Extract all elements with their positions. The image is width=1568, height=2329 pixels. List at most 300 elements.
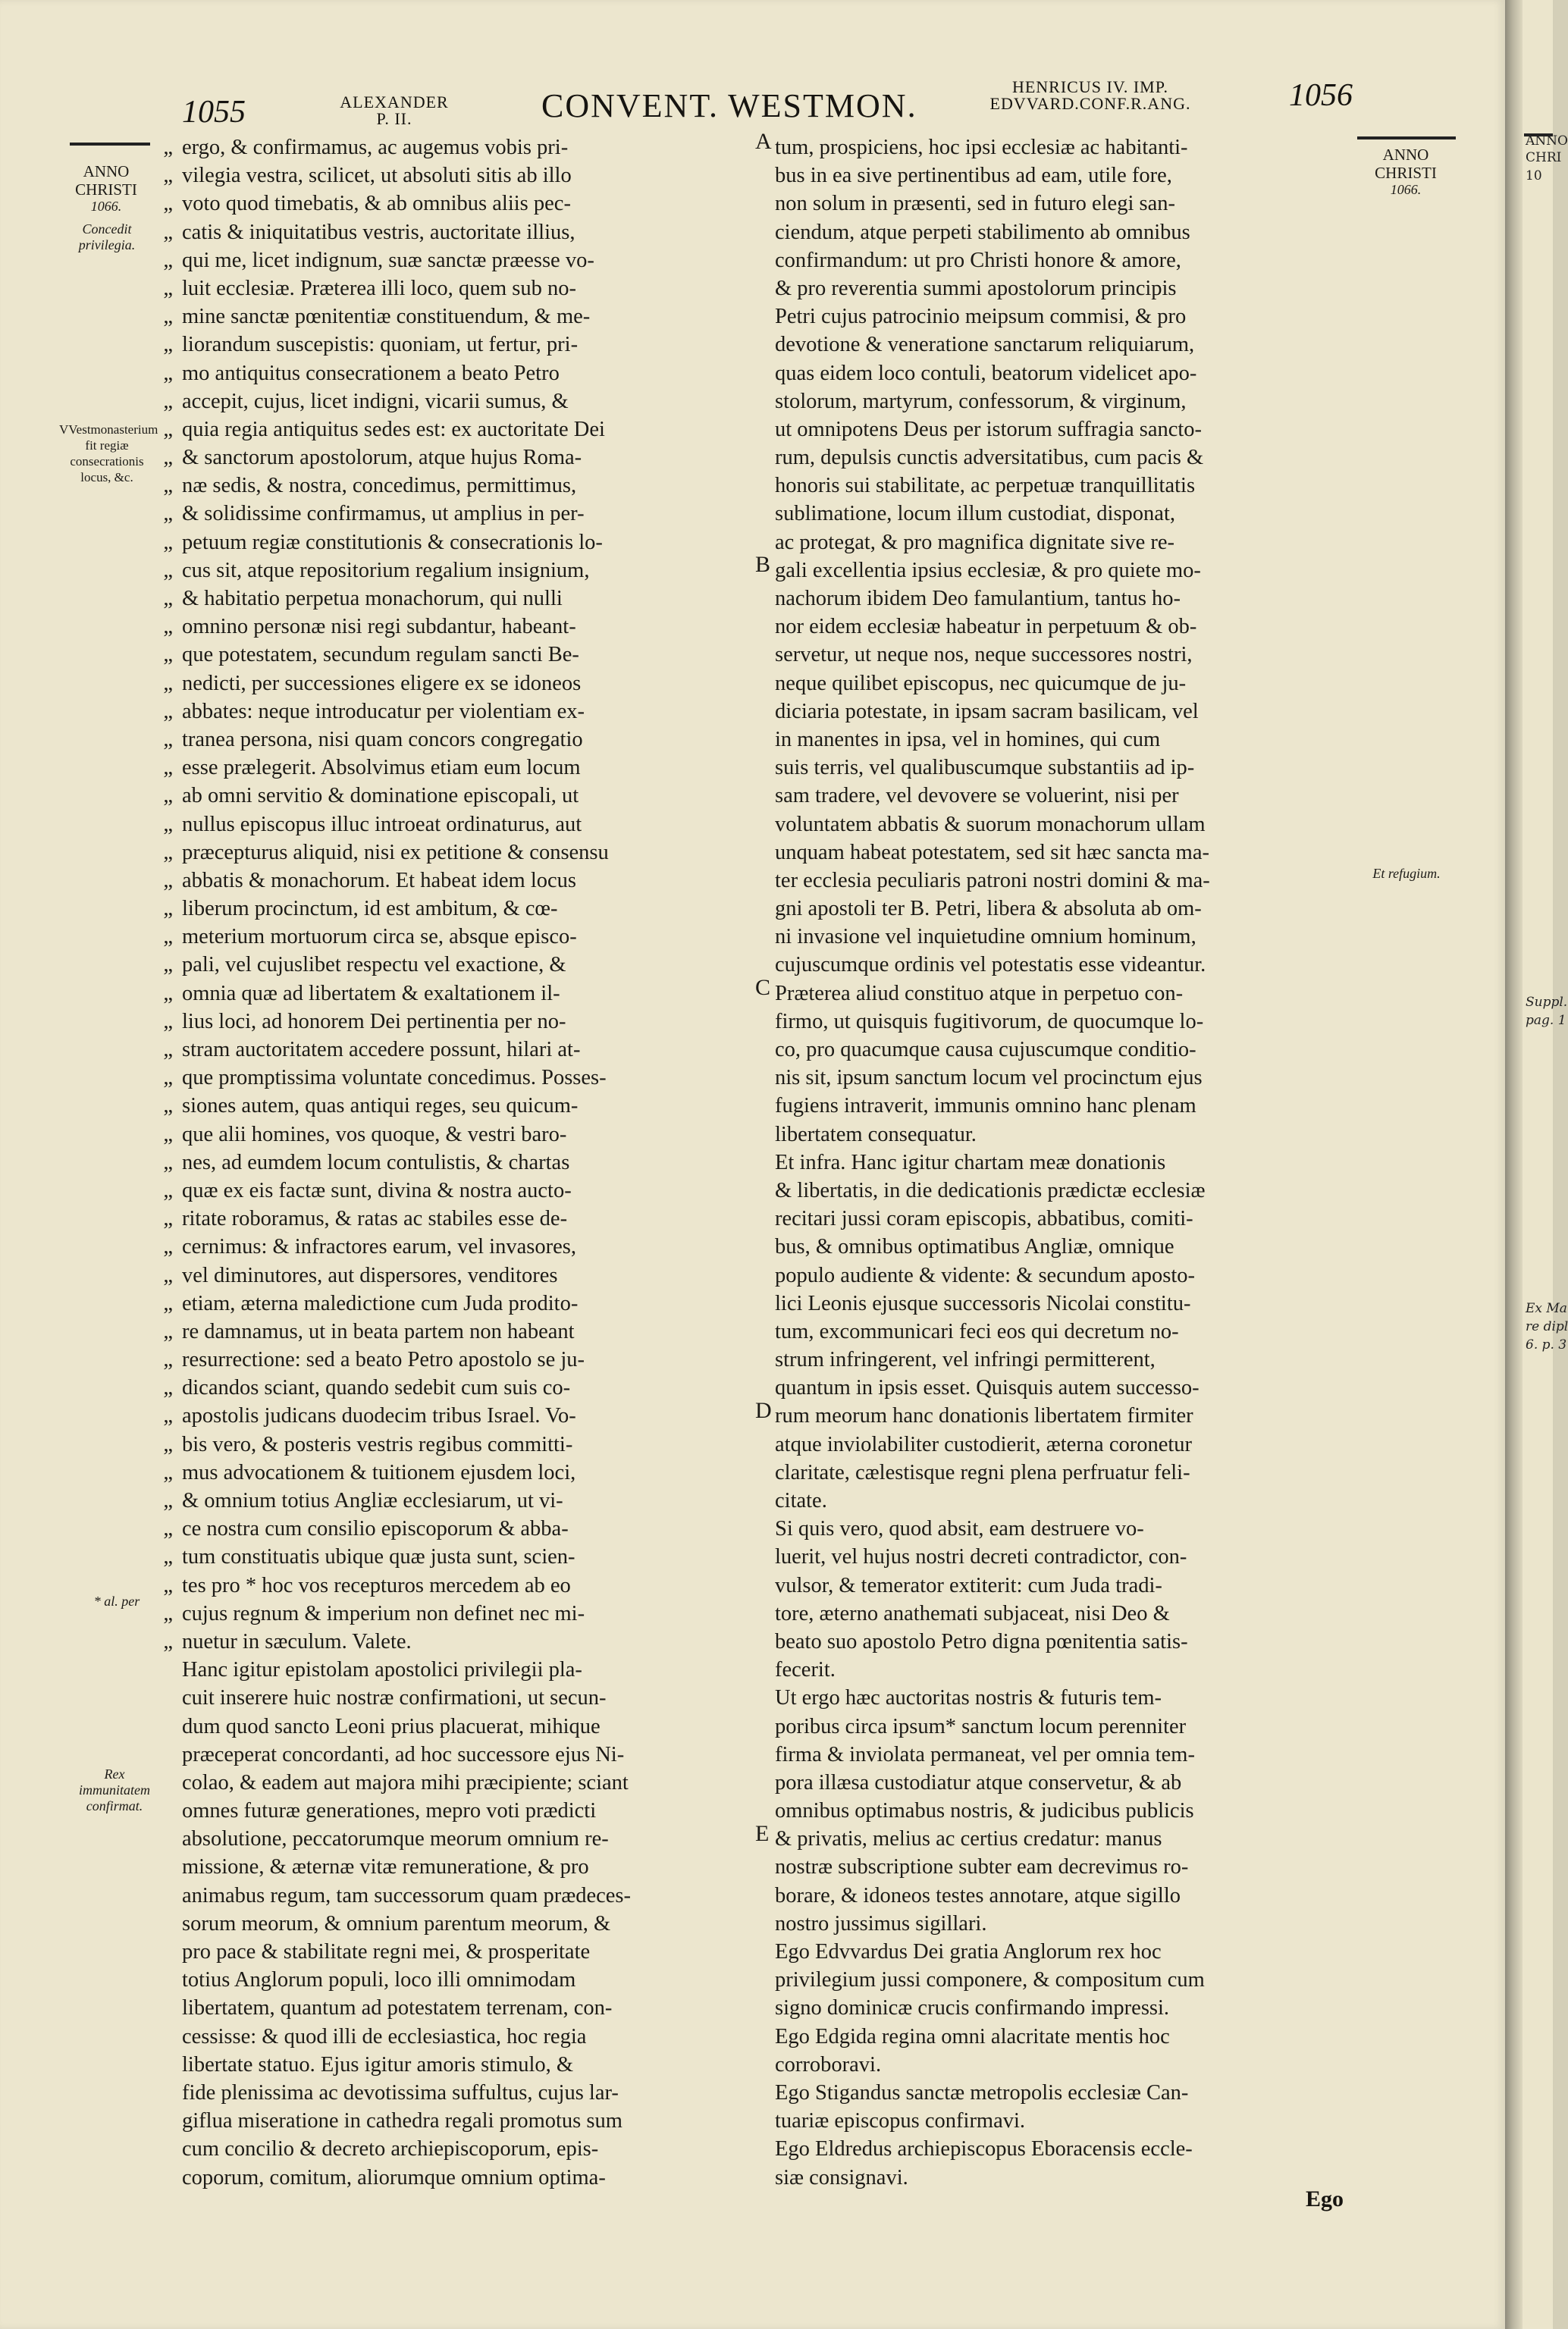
quote-mark: „ bbox=[163, 1319, 173, 1343]
left-column-line-text: liorandum suscepistis: quoniam, ut fertur, pri- bbox=[182, 333, 579, 357]
left-column-line-text: libertatem, quantum ad potestatem terrenam, con- bbox=[182, 1996, 613, 2020]
left-column-line bbox=[163, 613, 758, 641]
left-column-line bbox=[163, 415, 758, 444]
left-column-line-text: absolutione, peccatorumque meorum omnium re- bbox=[182, 1827, 609, 1851]
quote-mark: „ bbox=[163, 1348, 173, 1372]
left-column-line-text: mus advocationem & tuitionem ejusdem loci, bbox=[182, 1460, 576, 1484]
left-column-line-text: qui me, licet indignum, suæ sanctæ præesse vo- bbox=[182, 248, 594, 272]
left-column-line bbox=[163, 387, 758, 415]
left-column-line-text: dicandos sciant, quando sedebit cum suis co- bbox=[182, 1376, 571, 1400]
right-column-line bbox=[775, 1233, 1397, 1261]
right-column-line bbox=[775, 1177, 1397, 1205]
section-letter-d: D bbox=[755, 1398, 772, 1423]
quote-mark: „ bbox=[163, 671, 173, 695]
right-column-line-text: pora illæsa custodiatur atque conservetur, & ab bbox=[775, 1770, 1182, 1795]
right-column-line bbox=[775, 1515, 1397, 1543]
right-column-line bbox=[775, 782, 1397, 810]
header-label-right bbox=[961, 79, 1219, 112]
margin-note-rex-immunitatem: Rex immunitatem confirmat. bbox=[79, 1766, 150, 1813]
left-column-line-text: petuum regiæ constitutionis & consecrationis lo- bbox=[182, 530, 603, 554]
header-label-right-1: HENRICUS IV. IMP. bbox=[1011, 77, 1169, 96]
quote-mark: „ bbox=[163, 1601, 173, 1625]
right-column-line bbox=[775, 1431, 1397, 1459]
right-column-line bbox=[775, 1713, 1397, 1741]
right-column-line-text: nor eidem ecclesiæ habeatur in perpetuum & ob- bbox=[775, 615, 1197, 639]
right-column-line-text: strum infringerent, vel infringi permitterent, bbox=[775, 1348, 1156, 1372]
left-column-line bbox=[182, 1938, 758, 1966]
quote-mark: „ bbox=[163, 699, 173, 723]
page-number-left: 1055 bbox=[182, 95, 246, 130]
left-column-line bbox=[163, 274, 758, 302]
right-column-line bbox=[775, 2164, 1397, 2192]
header-label-left bbox=[318, 94, 470, 127]
right-column-line-text: Et infra. Hanc igitur chartam meæ donationis bbox=[775, 1150, 1166, 1174]
right-column-line bbox=[775, 2023, 1397, 2051]
left-column-line bbox=[163, 1262, 758, 1290]
right-column-line-text: quas eidem loco contuli, beatorum videlicet apo- bbox=[775, 361, 1197, 385]
right-column-line-text: sam tradere, vel devovere se voluerint, nisi per bbox=[775, 784, 1179, 808]
right-column-line bbox=[775, 444, 1397, 472]
right-column-line-text: tuariæ episcopus confirmavi. bbox=[775, 2109, 1026, 2133]
right-column-line bbox=[775, 1205, 1397, 1233]
right-column-line-text: confirmandum: ut pro Christi honore & amore, bbox=[775, 248, 1181, 272]
right-column-line bbox=[775, 1092, 1397, 1120]
left-column-line bbox=[163, 161, 758, 190]
quote-mark: „ bbox=[163, 1150, 173, 1174]
margin-note-concedit: Concedit privilegia. bbox=[78, 221, 136, 252]
right-column-line bbox=[775, 1910, 1397, 1938]
left-column-line-text: omnes futuræ generationes, mepro voti prædicti bbox=[182, 1799, 597, 1823]
right-column-line-text: citate. bbox=[775, 1489, 827, 1512]
right-column-line-text: & pro reverentia summi apostolorum principis bbox=[775, 276, 1177, 300]
quote-mark: „ bbox=[163, 1038, 173, 1061]
right-column-line bbox=[775, 585, 1397, 613]
right-column-line-text: gali excellentia ipsius ecclesiæ, & pro quiete mo- bbox=[775, 558, 1201, 582]
left-column-line-text: & habitatio perpetua monachorum, qui nulli bbox=[182, 587, 563, 610]
right-column-line-text: honoris sui stabilitate, ac perpetuæ tranquillitatis bbox=[775, 474, 1196, 498]
anno-christi-left bbox=[61, 162, 152, 215]
right-column-line-text: suis terris, vel qualibuscumque substantiis ad ip- bbox=[775, 756, 1195, 780]
left-column-line-text: vilegia vestra, scilicet, ut absoluti sitis ab illo bbox=[182, 164, 572, 188]
left-column-line bbox=[163, 697, 758, 726]
right-column-line bbox=[775, 613, 1397, 641]
left-column-line bbox=[163, 1233, 758, 1261]
quote-mark: „ bbox=[163, 305, 173, 329]
right-column-line-text: voluntatem abbatis & suorum monachorum ullam bbox=[775, 812, 1206, 836]
left-column-line bbox=[163, 331, 758, 359]
right-column-line-text: bus, & omnibus optimatibus Angliæ, omnique bbox=[775, 1235, 1174, 1259]
right-column-line-text: ni invasione vel inquietudine omnium hominum, bbox=[775, 925, 1196, 949]
quote-mark: „ bbox=[163, 558, 173, 582]
quote-mark: „ bbox=[163, 474, 173, 498]
right-column-line bbox=[775, 133, 1397, 161]
right-column-line bbox=[775, 415, 1397, 444]
right-column-line bbox=[775, 1938, 1397, 1966]
right-column-line bbox=[775, 895, 1397, 923]
quote-mark: „ bbox=[163, 925, 173, 949]
right-column-line-text: neque quilibet episcopus, nec quicumque de ju- bbox=[775, 671, 1187, 695]
left-column-line-text: næ sedis, & nostra, concedimus, permittimus, bbox=[182, 474, 577, 498]
left-column-line bbox=[163, 133, 758, 161]
right-column-line-text: lici Leonis ejusque successoris Nicolai constitu- bbox=[775, 1291, 1191, 1315]
right-column-line bbox=[775, 359, 1397, 387]
left-column-line bbox=[163, 500, 758, 528]
right-column-line bbox=[775, 387, 1397, 415]
left-column-line bbox=[163, 1346, 758, 1374]
left-column-line-text: colao, & eadem aut majora mihi præcipiente; sciant bbox=[182, 1770, 629, 1795]
left-column-line-text: voto quod timebatis, & ab omnibus aliis pec- bbox=[182, 192, 571, 216]
edge-text-4: Suppl. bbox=[1526, 995, 1568, 1010]
right-column-line-text: sublimatione, locum illum custodiat, disponat, bbox=[775, 502, 1175, 526]
edge-text-8: 6. p. 3 bbox=[1526, 1337, 1567, 1353]
left-column-line-text: ab omni servitio & dominatione episcopali, ut bbox=[182, 784, 579, 808]
left-column-line-text: cus sit, atque repositorium regalium insignium, bbox=[182, 558, 590, 582]
left-column-line-text: que potestatem, secundum regulam sancti Be- bbox=[182, 643, 579, 667]
left-column-line-text: abbates: neque introducatur per violentiam ex- bbox=[182, 699, 585, 723]
left-column-line-text: vel diminutores, aut dispersores, venditores bbox=[182, 1263, 558, 1287]
left-column-line-text: esse prælegerit. Absolvimus etiam eum locum bbox=[182, 756, 581, 780]
left-column-line bbox=[163, 923, 758, 951]
quote-mark: „ bbox=[163, 1094, 173, 1118]
right-column-line-text: ac protegat, & pro magnifica dignitate sive re- bbox=[775, 530, 1175, 554]
left-column-line bbox=[182, 1966, 758, 1994]
right-column-line bbox=[775, 274, 1397, 302]
left-column-line bbox=[182, 1684, 758, 1712]
edge-text-7: re dipl bbox=[1526, 1319, 1568, 1334]
left-column-line-text: luit ecclesiæ. Præterea illi loco, quem sub no- bbox=[182, 276, 577, 300]
left-column-line-text: etiam, æterna maledictione cum Juda prodito- bbox=[182, 1291, 579, 1315]
right-column-line-text: Si quis vero, quod absit, eam destruere vo- bbox=[775, 1517, 1144, 1541]
right-column-line-text: Ego Edvvardus Dei gratia Anglorum rex hoc bbox=[775, 1940, 1162, 1964]
left-column-line-text: præceperat concordanti, ad hoc successore ejus Ni- bbox=[182, 1742, 625, 1766]
right-column-line bbox=[775, 500, 1397, 528]
left-column-line bbox=[163, 895, 758, 923]
quote-mark: „ bbox=[163, 1404, 173, 1428]
left-column-line-text: resurrectione: sed a beato Petro apostolo se ju- bbox=[182, 1348, 585, 1372]
left-column-line bbox=[182, 1656, 758, 1684]
right-column-line bbox=[775, 472, 1397, 500]
left-column-line bbox=[182, 1741, 758, 1769]
left-column-line bbox=[163, 1149, 758, 1177]
right-column-line bbox=[775, 1290, 1397, 1318]
right-column-line bbox=[775, 1036, 1397, 1064]
right-column-line-text: vulsor, & temerator extiterit: cum Juda tradi- bbox=[775, 1573, 1162, 1597]
quote-mark: „ bbox=[163, 1545, 173, 1569]
left-column-line-text: mo antiquitus consecrationem a beato Petro bbox=[182, 361, 560, 385]
left-column-line bbox=[182, 2023, 758, 2051]
right-column-line bbox=[775, 1769, 1397, 1797]
right-column-line-text: ut omnipotens Deus per istorum suffragia sancto- bbox=[775, 417, 1203, 441]
right-column-line bbox=[775, 556, 1397, 585]
left-column-line bbox=[182, 1825, 758, 1853]
quote-mark: „ bbox=[163, 361, 173, 385]
right-column-line bbox=[775, 1008, 1397, 1036]
left-column-line bbox=[163, 1543, 758, 1571]
left-column-line bbox=[163, 1515, 758, 1543]
right-column-line-text: devotione & veneratione sanctarum reliquiarum, bbox=[775, 333, 1195, 357]
right-column-line-text: cujuscumque ordinis vel potestatis esse videantur. bbox=[775, 953, 1206, 977]
right-column-line bbox=[775, 1121, 1397, 1149]
edge-text-2: CHRI bbox=[1526, 150, 1562, 165]
text-column-right bbox=[775, 133, 1397, 2192]
page-title: CONVENT. WESTMON. bbox=[541, 87, 917, 124]
left-column-line-text: & solidissime confirmamus, ut amplius in per- bbox=[182, 502, 585, 526]
margin-note-westmonasterium: VVestmonasterium fit regiæ consecrationis locus, &c. bbox=[59, 422, 158, 484]
margin-note-al-per: * al. per bbox=[93, 1594, 140, 1609]
left-column-line-text: ritate roboramus, & ratas ac stabiles esse de- bbox=[182, 1207, 568, 1231]
right-column-line-text: Ego Eldredus archiepiscopus Eboracensis eccle- bbox=[775, 2137, 1193, 2161]
left-column-line-text: stram auctoritatem accedere possunt, hilari at- bbox=[182, 1038, 581, 1061]
right-column-line bbox=[775, 1487, 1397, 1515]
left-column-line-text: bis vero, & posteris vestris regibus committi- bbox=[182, 1432, 573, 1456]
left-column-line bbox=[163, 669, 758, 697]
quote-mark: „ bbox=[163, 840, 173, 864]
right-column-line-text: nis sit, ipsum sanctum locum vel procinctum ejus bbox=[775, 1066, 1203, 1090]
right-column-line-text: luerit, vel hujus nostri decreti contradictor, con- bbox=[775, 1545, 1187, 1569]
left-column-line bbox=[182, 2079, 758, 2107]
right-column-line-text: firma & inviolata permaneat, vel per omnia tem- bbox=[775, 1742, 1195, 1766]
right-column-line-text: nachorum ibidem Deo famulantium, tantus ho- bbox=[775, 587, 1181, 610]
right-column-line-text: rum, depulsis cunctis adversitatibus, cum pacis & bbox=[775, 446, 1204, 470]
right-column-line-text: siæ consignavi. bbox=[775, 2165, 908, 2190]
left-column-line-text: Hanc igitur epistolam apostolici privilegii pla- bbox=[182, 1658, 582, 1682]
anno-right-2: CHRISTI bbox=[1375, 164, 1437, 182]
left-column-line-text: cessisse: & quod illi de ecclesiastica, hoc regia bbox=[182, 2024, 587, 2048]
anno-left-2: CHRISTI bbox=[75, 180, 137, 199]
left-column-line-text: & sanctorum apostolorum, atque hujus Roma- bbox=[182, 446, 582, 470]
left-column-line-text: omnino personæ nisi regi subdantur, habeant- bbox=[182, 615, 576, 639]
anno-left-3: 1066. bbox=[90, 199, 122, 214]
left-column-line bbox=[163, 951, 758, 979]
right-column-line bbox=[775, 1656, 1397, 1684]
right-column-line bbox=[775, 839, 1397, 867]
right-column-line bbox=[775, 1346, 1397, 1374]
right-column-line-text: Ego Edgida regina omni alacritate mentis hoc bbox=[775, 2024, 1170, 2048]
right-column-line bbox=[775, 161, 1397, 190]
quote-mark: „ bbox=[163, 1009, 173, 1033]
left-column-line bbox=[163, 867, 758, 895]
quote-mark: „ bbox=[163, 756, 173, 780]
margin-rule-left bbox=[70, 143, 150, 146]
left-column-line bbox=[163, 980, 758, 1008]
left-column-line-text: tum constituatis ubique quæ justa sunt, scien- bbox=[182, 1545, 575, 1569]
left-column-line-text: cum concilio & decreto archiepiscoporum, epis- bbox=[182, 2137, 599, 2161]
quote-mark: „ bbox=[163, 1489, 173, 1512]
quote-mark: „ bbox=[163, 1291, 173, 1315]
right-column-line-text: Ut ergo hæc auctoritas nostris & futuris tem- bbox=[775, 1686, 1162, 1710]
anno-left-1: ANNO bbox=[83, 162, 130, 180]
left-column-line-text: libertate statuo. Ejus igitur amoris stimulo, & bbox=[182, 2052, 574, 2077]
right-column-line-text: unquam habeat potestatem, sed sit hæc sancta ma- bbox=[775, 840, 1209, 864]
right-column-line-text: ciendum, atque perpeti stabilimento ab omnibus bbox=[775, 220, 1190, 244]
left-column-line bbox=[163, 1431, 758, 1459]
quote-mark: „ bbox=[163, 136, 173, 159]
left-column-line bbox=[163, 1121, 758, 1149]
left-column-line bbox=[182, 1713, 758, 1741]
left-column-line-text: tes pro * hoc vos recepturos mercedem ab eo bbox=[182, 1573, 571, 1597]
right-column-line bbox=[775, 1374, 1397, 1402]
section-letter-e: E bbox=[755, 1821, 770, 1846]
right-column-line bbox=[775, 2135, 1397, 2163]
left-column-line bbox=[182, 1994, 758, 2022]
right-column-line-text: bus in ea sive pertinentibus ad eam, utile fore, bbox=[775, 164, 1172, 188]
right-column-line-text: populo audiente & vidente: & secundum aposto- bbox=[775, 1263, 1196, 1287]
right-column-line-text: Ego Stigandus sanctæ metropolis ecclesiæ Can- bbox=[775, 2080, 1189, 2105]
right-column-line-text: & privatis, melius ac certius credatur: manus bbox=[775, 1827, 1162, 1851]
quote-mark: „ bbox=[163, 1629, 173, 1653]
left-column-line-text: pali, vel cujuslibet respectu vel exactione, & bbox=[182, 953, 566, 977]
left-column-line-text: lius loci, ad honorem Dei pertinentia per no- bbox=[182, 1009, 566, 1033]
right-column-line bbox=[775, 980, 1397, 1008]
left-column-line bbox=[182, 2164, 758, 2192]
text-column-left bbox=[163, 133, 758, 2192]
left-column-line-text: quæ ex eis factæ sunt, divina & nostra aucto- bbox=[182, 1178, 572, 1202]
left-column-line bbox=[163, 190, 758, 218]
edge-text-1: ANNO bbox=[1526, 133, 1568, 149]
right-column-line bbox=[775, 669, 1397, 697]
quote-mark: „ bbox=[163, 389, 173, 413]
right-column-line-text: corroboravi. bbox=[775, 2052, 882, 2077]
left-column-line-text: que alii homines, vos quoque, & vestri baro- bbox=[182, 1122, 567, 1146]
right-column-line bbox=[775, 218, 1397, 246]
left-column-line-text: dum quod sancto Leoni prius placuerat, mihique bbox=[182, 1714, 601, 1738]
left-column-line-text: meterium mortuorum circa se, absque episco- bbox=[182, 925, 577, 949]
left-column-line-text: quia regia antiquitus sedes est: ex auctoritate Dei bbox=[182, 417, 605, 441]
left-column-line-text: sorum meorum, & omnium parentum meorum, & bbox=[182, 1911, 611, 1936]
right-column-line bbox=[775, 641, 1397, 669]
quote-mark: „ bbox=[163, 164, 173, 188]
left-column-line bbox=[163, 1487, 758, 1515]
edge-text-3: 10 bbox=[1526, 168, 1542, 183]
left-column-line bbox=[163, 1064, 758, 1092]
right-column-line-text: omnibus optimabus nostris, & judicibus publicis bbox=[775, 1799, 1194, 1823]
left-column-line bbox=[163, 472, 758, 500]
left-column-line bbox=[163, 1008, 758, 1036]
quote-mark: „ bbox=[163, 1122, 173, 1146]
left-column-line-text: accepit, cujus, licet indigni, vicarii sumus, & bbox=[182, 389, 569, 413]
right-column-line-text: nostræ subscriptione subter eam decrevimus ro- bbox=[775, 1855, 1189, 1879]
right-column-line-text: quantum in ipsis esset. Quisquis autem successo- bbox=[775, 1376, 1200, 1400]
next-page-edge bbox=[1523, 0, 1568, 2329]
left-column-line-text: cujus regnum & imperium non definet nec mi- bbox=[182, 1601, 585, 1625]
left-column-line bbox=[182, 1797, 758, 1825]
right-column-line bbox=[775, 190, 1397, 218]
quote-mark: „ bbox=[163, 812, 173, 836]
quote-mark: „ bbox=[163, 417, 173, 441]
left-column-line bbox=[163, 810, 758, 839]
quote-mark: „ bbox=[163, 220, 173, 244]
left-column-line-text: pro pace & stabilitate regni mei, & prosperitate bbox=[182, 1940, 591, 1964]
right-column-line-text: in manentes in ipsa, vel in homines, qui cum bbox=[775, 727, 1161, 751]
left-column-line-text: fide plenissima ac devotissima suffultus, cujus lar- bbox=[182, 2080, 619, 2105]
right-column-line-text: firmo, ut quisquis fugitivorum, de quocumque lo- bbox=[775, 1009, 1204, 1033]
right-column-line-text: beato suo apostolo Petro digna pœnitentia satis- bbox=[775, 1629, 1188, 1653]
left-column-line bbox=[163, 782, 758, 810]
quote-mark: „ bbox=[163, 1263, 173, 1287]
left-column-line bbox=[163, 1374, 758, 1402]
left-column-line-text: ergo, & confirmamus, ac augemus vobis pri- bbox=[182, 136, 569, 159]
left-column-line bbox=[182, 2051, 758, 2079]
right-column-line bbox=[775, 1741, 1397, 1769]
left-column-line bbox=[163, 556, 758, 585]
left-column-line-text: cuit inserere huic nostræ confirmationi, ut secun- bbox=[182, 1686, 607, 1710]
section-letter-c: C bbox=[755, 975, 771, 1000]
header-label-left-1: ALEXANDER bbox=[340, 92, 449, 111]
quote-mark: „ bbox=[163, 1178, 173, 1202]
right-column-line-text: diciaria potestate, in ipsam sacram basilicam, vel bbox=[775, 699, 1199, 723]
left-column-line bbox=[163, 218, 758, 246]
left-column-line bbox=[163, 1318, 758, 1346]
edge-text-6: Ex Ma bbox=[1526, 1301, 1567, 1316]
right-column-line-text: libertatem consequatur. bbox=[775, 1122, 977, 1146]
right-column-line bbox=[775, 1797, 1397, 1825]
right-column-line bbox=[775, 1994, 1397, 2022]
quote-mark: „ bbox=[163, 1376, 173, 1400]
left-column-line-text: giflua miseratione in cathedra regali promotus sum bbox=[182, 2109, 622, 2133]
quote-mark: „ bbox=[163, 446, 173, 470]
right-column-line-text: rum meorum hanc donationis libertatem firmiter bbox=[775, 1404, 1193, 1428]
left-column-line bbox=[182, 1769, 758, 1797]
right-column-line bbox=[775, 754, 1397, 782]
left-column-line-text: mine sanctæ pœnitentiæ constituendum, & me- bbox=[182, 305, 591, 329]
right-column-line-text: ter ecclesia peculiaris patroni nostri domini & ma- bbox=[775, 868, 1210, 892]
quote-mark: „ bbox=[163, 784, 173, 808]
left-column-line bbox=[163, 1600, 758, 1628]
left-column-line bbox=[182, 2135, 758, 2163]
quote-mark: „ bbox=[163, 587, 173, 610]
left-column-line bbox=[163, 641, 758, 669]
left-column-line-text: omnia quæ ad libertatem & exaltationem il- bbox=[182, 981, 560, 1005]
left-column-line-text: missione, & æternæ vitæ remuneratione, & pro bbox=[182, 1855, 589, 1879]
right-column-line-text: non solum in præsenti, sed in futuro elegi san- bbox=[775, 192, 1175, 216]
right-column-line bbox=[775, 1684, 1397, 1712]
right-column-line bbox=[775, 810, 1397, 839]
anno-right-1: ANNO bbox=[1382, 146, 1429, 164]
right-column-line bbox=[775, 2051, 1397, 2079]
header-label-right-2: EDVVARD.CONF.R.ANG. bbox=[989, 94, 1191, 113]
quote-mark: „ bbox=[163, 727, 173, 751]
left-column-line bbox=[163, 444, 758, 472]
left-column-line-text: nuetur in sæculum. Valete. bbox=[182, 1629, 412, 1653]
quote-mark: „ bbox=[163, 276, 173, 300]
left-column-line bbox=[182, 1853, 758, 1881]
right-column-line-text: Præterea aliud constituo atque in perpetuo con- bbox=[775, 981, 1184, 1005]
left-column-line bbox=[163, 1177, 758, 1205]
right-column-line bbox=[775, 1825, 1397, 1853]
page-number-right: 1056 bbox=[1289, 78, 1353, 113]
right-column-line bbox=[775, 1966, 1397, 1994]
right-column-line-text: servetur, ut neque nos, neque successores nostri, bbox=[775, 643, 1193, 667]
quote-mark: „ bbox=[163, 502, 173, 526]
left-column-line bbox=[163, 1572, 758, 1600]
right-column-line bbox=[775, 867, 1397, 895]
left-column-line bbox=[163, 302, 758, 331]
left-column-line-text: re damnamus, ut in beata partem non habeant bbox=[182, 1319, 575, 1343]
quote-mark: „ bbox=[163, 1517, 173, 1541]
right-column-line-text: Petri cujus patrocinio meipsum commisi, & pro bbox=[775, 305, 1187, 329]
right-column-line-text: claritate, cælestisque regni plena perfruatur feli- bbox=[775, 1460, 1190, 1484]
right-column-line-text: poribus circa ipsum* sanctum locum perenniter bbox=[775, 1714, 1187, 1738]
quote-mark: „ bbox=[163, 248, 173, 272]
quote-mark: „ bbox=[163, 897, 173, 921]
left-column-line-text: & omnium totius Angliæ ecclesiarum, ut vi- bbox=[182, 1489, 563, 1512]
right-column-line bbox=[775, 1572, 1397, 1600]
right-column-line bbox=[775, 1543, 1397, 1571]
right-column-line-text: tum, excommunicari feci eos qui decretum no- bbox=[775, 1319, 1179, 1343]
quote-mark: „ bbox=[163, 643, 173, 667]
left-column-line bbox=[163, 1205, 758, 1233]
quote-mark: „ bbox=[163, 868, 173, 892]
